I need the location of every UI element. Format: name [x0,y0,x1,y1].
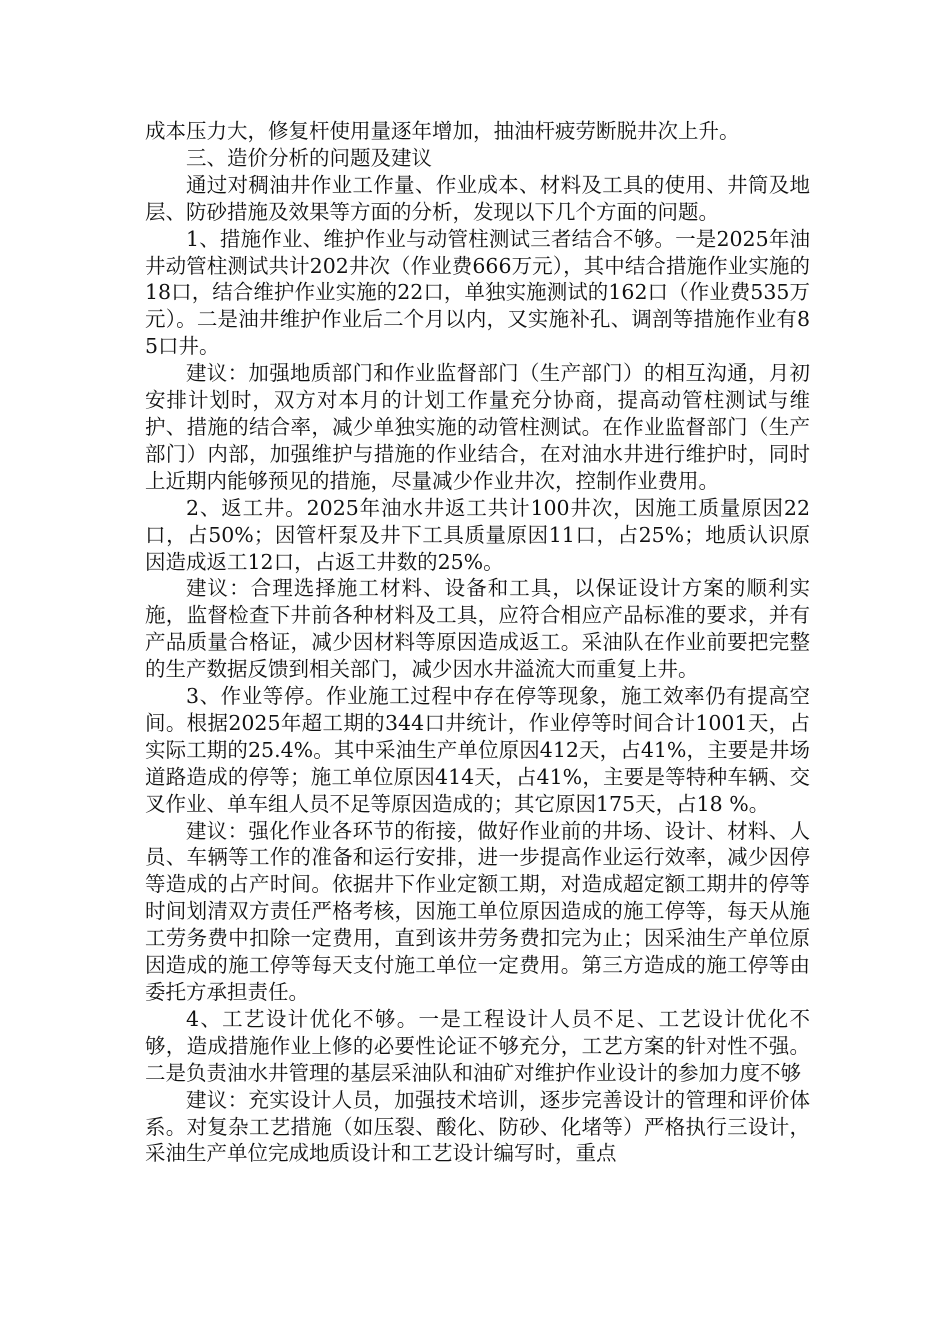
paragraph-issue-2: 2、返工井。2025年油水井返工共计100井次，因施工质量原因22口，占50%；因管杆泵及井下工具质量原因11口，占25%；地质认识原因造成返工12口，占返工井数的25%。 [145,495,810,574]
paragraph-issue-3: 3、作业等停。作业施工过程中存在停等现象，施工效率仍有提高空间。根据2025年超工期的344口井统计，作业停等时间合计1001天，占实际工期的25.4%。其中采油生产单位原因412天，占41%，主要是井场道路造成的停等；施工单位原因414天，占41%，主要是等特种车辆、交叉作业、单车组人员不足等原因造成的；其它原因175天，占18 %。 [145,684,810,816]
paragraph-suggestion-3: 建议：强化作业各环节的衔接，做好作业前的井场、设计、材料、人员、车辆等工作的准备和运行安排，进一步提高作业运行效率，减少因停等造成的占产时间。依据井下作业定额工期，对造成超定额工期井的停等时间划清双方责任严格考核，因施工单位原因造成的施工停等，每天从施工劳务费中扣除一定费用，直到该井劳务费扣完为止；因采油生产单位原因造成的施工停等每天支付施工单位一定费用。第三方造成的施工停等由委托方承担责任。 [145,818,810,1004]
paragraph-issue-4: 4、工艺设计优化不够。一是工程设计人员不足、工艺设计优化不够，造成措施作业上修的必要性论证不够充分，工艺方案的针对性不强。二是负责油水井管理的基层采油队和油矿对维护作业设计的参加力度不够 [145,1006,810,1085]
paragraph-suggestion-1: 建议：加强地质部门和作业监督部门（生产部门）的相互沟通，月初安排计划时，双方对本月的计划工作量充分协商，提高动管柱测试与维护、措施的结合率，减少单独实施的动管柱测试。在作业监督部门（生产部门）内部，加强维护与措施的作业结合，在对油水井进行维护时，同时上近期内能够预见的措施，尽量减少作业井次，控制作业费用。 [145,361,810,493]
document-body [145,118,810,1167]
paragraph-issue-1: 1、措施作业、维护作业与动管柱测试三者结合不够。一是2025年油井动管柱测试共计202井次（作业费666万元），其中结合措施作业实施的18口，结合维护作业实施的22口，单独实施测试的162口（作业费535万元）。二是油井维护作业后二个月以内，又实施补孔、调剖等措施作业有85口井。 [145,226,810,359]
paragraph-suggestion-4: 建议：充实设计人员，加强技术培训，逐步完善设计的管理和评价体系。对复杂工艺措施（如压裂、酸化、防砂、化堵等）严格执行三设计，采油生产单位完成地质设计和工艺设计编写时，重点 [145,1087,810,1166]
paragraph-suggestion-2: 建议：合理选择施工材料、设备和工具，以保证设计方案的顺利实施，监督检查下井前各种材料及工具，应符合相应产品标准的要求，并有产品质量合格证，减少因材料等原因造成返工。采油队在作业前要把完整的生产数据反馈到相关部门，减少因水井溢流大而重复上井。 [145,576,810,682]
section-heading: 三、造价分析的问题及建议 [186,145,432,170]
paragraph-intro: 通过对稠油井作业工作量、作业成本、材料及工具的使用、井筒及地层、防砂措施及效果等方面的分析，发现以下几个方面的问题。 [145,172,810,224]
paragraph-continuation: 成本压力大，修复杆使用量逐年增加，抽油杆疲劳断脱井次上升。 [145,119,740,143]
